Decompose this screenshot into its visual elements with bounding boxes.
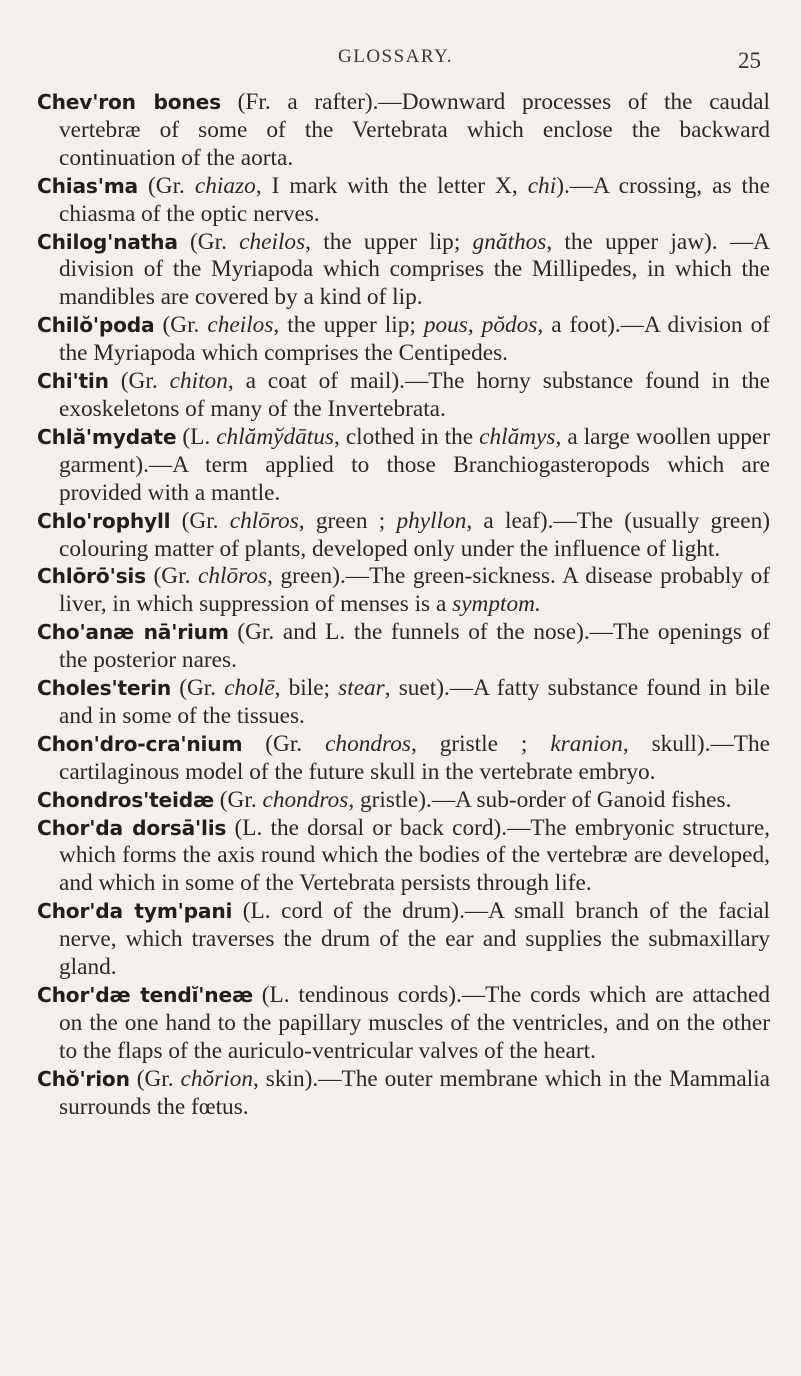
entry-text: (Gr. [137, 172, 195, 199]
entry-text: (L. [176, 423, 217, 450]
entry-etymon: cholē [224, 675, 275, 702]
entry-etymon: chlămўdātus [216, 423, 334, 450]
entry-text: (Gr. [129, 1065, 181, 1092]
entry-etymon: chlōros [229, 507, 299, 534]
entry-term: Chev'ron bones [37, 90, 221, 114]
entry-etymon: pŏdos [481, 312, 538, 339]
entry-etymon: symptom. [452, 591, 541, 618]
glossary-entry [37, 173, 770, 229]
entry-etymon: pous [423, 312, 468, 339]
entry-term: Chor'da dorsā'lis [37, 815, 227, 840]
entry-term: Choles'terin [37, 676, 172, 701]
entry-text: , the upper lip; [305, 228, 473, 255]
entry-text: , clothed in the [333, 423, 480, 450]
entry-term: Chlōrō'sis [37, 564, 146, 589]
entry-text: (Gr. [108, 368, 170, 395]
glossary-entry [37, 508, 770, 564]
entry-etymon: cheilos [207, 312, 274, 339]
entry-text: (Gr. and L. the funnels of the nose).—The openings of the posterior nares. [59, 619, 770, 674]
entry-etymon: chlōros [198, 563, 268, 590]
entry-etymon: chi [527, 172, 557, 199]
glossary-entry [37, 1066, 770, 1122]
entry-text: , the upper jaw). —A division of the Myriapoda which comprises the Millipedes, in which the mandibles are covered by a kind of lip. [59, 228, 770, 311]
entry-text: , a foot).—A division of the Myriapoda which comprises the Centipedes. [59, 312, 770, 367]
glossary-entry [37, 815, 770, 899]
entry-text: (Gr. [171, 675, 225, 702]
entry-text: , [467, 312, 482, 339]
glossary-entry [37, 787, 770, 815]
glossary-entry [37, 675, 770, 731]
entry-text: , the upper lip; [273, 312, 424, 339]
entry-text: , suet).—A fatty substance found in bile and in some of the tissues. [59, 675, 770, 729]
entry-text: , a large woollen upper garment).—A term applied to those Branchiogasteropods which are provided with a mantle. [59, 423, 770, 506]
glossary-entry [37, 89, 770, 173]
entry-text: (Gr. [213, 786, 263, 813]
entry-text: (Gr. [170, 507, 230, 534]
page-title: GLOSSARY. [338, 46, 454, 67]
entry-text: (Fr. a rafter).—Downward processes of the caudal vertebræ of some of the Vertebrata which enclose the backward continuation of the aorta. [59, 89, 770, 171]
entry-etymon: stear [338, 675, 385, 702]
entry-text: (Gr. [145, 563, 199, 590]
entry-text: (Gr. [242, 730, 326, 757]
entry-text: (Gr. [154, 312, 208, 339]
glossary-entry [37, 731, 770, 787]
entry-term: Chor'dæ tendĭ'neæ [37, 983, 253, 1007]
entry-text: , gristle).—A sub-order of Ganoid fishes. [348, 786, 732, 813]
entry-etymon: kranion [550, 730, 623, 757]
entry-text: , a leaf).—The (usually green) colouring matter of plants, developed only under the influence of light. [59, 507, 770, 562]
entry-text: (L. the dorsal or back cord).—The embryonic structure, which forms the axis round which the bodies of the vertebræ are developed, and which in some of the Vertebrata persists through life. [59, 814, 770, 897]
entry-term: Cho'anæ nā'rium [37, 620, 229, 645]
entry-etymon: chlămys [479, 423, 556, 450]
page-number: 25 [738, 48, 761, 73]
entry-text: , green ; [298, 507, 397, 534]
entry-term: Chilŏ'poda [37, 313, 155, 338]
entry-term: Chor'da tym'pani [37, 899, 233, 924]
glossary-entry [37, 424, 770, 508]
entry-etymon: chiazo, [194, 172, 262, 199]
entry-etymon: chiton [169, 368, 228, 395]
entry-etymon: chondros [325, 730, 411, 757]
entry-text: , a coat of mail).—The horny substance found in the exoskeletons of many of the Invertebrata. [59, 368, 771, 422]
glossary-entry [37, 898, 770, 982]
entry-text: , bile; [274, 675, 339, 702]
glossary-entry [37, 368, 770, 424]
entry-text: , skin).—The outer membrane which in the Mammalia surrounds the fœtus. [59, 1065, 770, 1120]
running-head [0, 46, 801, 72]
entry-term: Chlă'mydate [37, 424, 177, 449]
entry-term: Chon'dro-cra'nium [37, 731, 243, 756]
entry-text: ).—A crossing, as the chiasma of the optic nerves. [59, 172, 771, 227]
entry-text: , green).—The green-sickness. A disease probably of liver, in which suppression of menses is a [59, 563, 770, 618]
glossary-entry [37, 619, 770, 675]
entry-term: Chi'tin [37, 369, 109, 394]
entry-etymon: cheilos [239, 228, 306, 255]
entry-term: Chondros'teidæ [37, 787, 214, 812]
entry-text: (L. cord of the drum).—A small branch of the facial nerve, which traverses the drum of the ear and supplies the submaxillary gland. [59, 898, 770, 981]
entry-term: Chias'ma [37, 173, 138, 198]
entry-etymon: gnăthos [472, 228, 547, 255]
glossary-entry [37, 563, 770, 619]
entry-text: I mark with the letter X, [261, 172, 528, 199]
entry-term: Chilog'natha [37, 229, 178, 254]
glossary-entry [37, 312, 770, 368]
glossary-entry [37, 982, 770, 1066]
entry-term: Chŏ'rion [37, 1066, 130, 1091]
entry-text: (L. tendinous cords).—The cords which are attached on the one hand to the papillary muscles of the ventricles, and on the other to the flaps of the auriculo-ventricular valves of the heart. [59, 982, 770, 1064]
entry-etymon: chondros [262, 786, 349, 813]
glossary-entry [37, 229, 770, 313]
entry-term: Chlo'rophyll [37, 508, 171, 533]
glossary-entries [37, 89, 770, 1122]
entry-text: , gristle ; [410, 730, 551, 757]
entry-text: , skull).—The cartilaginous model of the future skull in the vertebrate embryo. [59, 730, 770, 785]
entry-etymon: chŏrion [180, 1065, 254, 1092]
entry-text: (Gr. [177, 228, 240, 255]
entry-etymon: phyllon [396, 507, 467, 534]
